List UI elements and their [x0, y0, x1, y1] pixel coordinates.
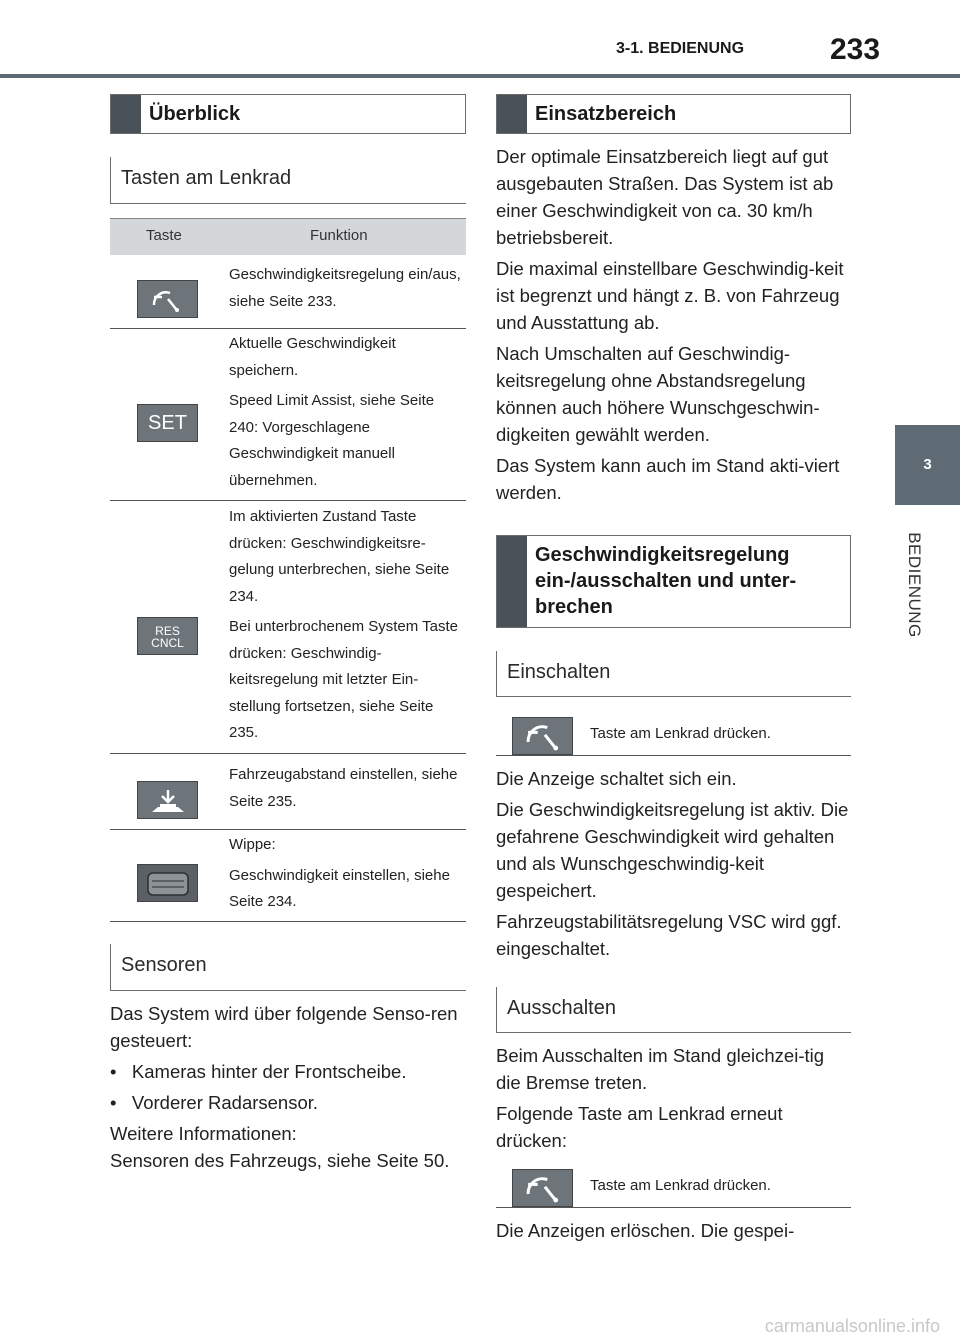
- ausschalten-text: Beim Ausschalten im Stand gleichzei-tig die Bremse treten. Folgende Taste am Lenkrad erneut drücken:: [496, 1045, 825, 1151]
- row-divider: [110, 328, 466, 329]
- divider: [496, 755, 851, 756]
- cruise-icon: [148, 285, 188, 315]
- set-button[interactable]: SET: [137, 404, 198, 442]
- rocker-icon: [143, 869, 193, 899]
- chapter-label: BEDIENUNG: [905, 532, 924, 638]
- divider: [496, 1207, 851, 1208]
- distance-icon: [146, 786, 190, 816]
- row-divider: [110, 829, 466, 830]
- row5-text: Wippe: Geschwindigkeit einstellen, siehe Seite 234.: [229, 836, 450, 910]
- cruise-control-button[interactable]: [137, 280, 198, 318]
- subheading-sensoren: Sensoren: [110, 944, 466, 991]
- row2-text: Aktuelle Geschwindigkeit speichern. Speed Limit Assist, siehe Seite 240: Vorgeschlagene Geschwindigkeit manuell übernehmen.: [229, 335, 435, 489]
- col-funktion: Funktion: [310, 227, 368, 244]
- heading-einsatzbereich: Einsatzbereich: [496, 94, 851, 134]
- row1-text: Geschwindigkeitsregelung ein/aus, siehe Seite 233.: [229, 266, 461, 310]
- res-cncl-button[interactable]: RES CNCL: [137, 617, 198, 655]
- chapter-tab[interactable]: 3: [895, 425, 960, 505]
- row-divider: [110, 500, 466, 501]
- row-divider: [110, 921, 466, 922]
- subheading-ausschalten: Ausschalten: [496, 987, 851, 1033]
- row3-text: Im aktivierten Zustand Taste drücken: Geschwindigkeitsre-gelung unterbrechen, siehe Seite 234. Bei unterbrochenem System Taste drücken: Geschwindig-keitsregelung mit letzter Ein-stellung fortsetzen, siehe Seite 235.: [229, 508, 459, 741]
- bullet-item: • Vorderer Radarsensor.: [110, 1092, 319, 1113]
- watermark: carmanualsonline.info: [764, 1316, 940, 1336]
- distance-button[interactable]: [137, 781, 198, 819]
- subheading-einschalten: Einschalten: [496, 651, 851, 697]
- row-divider: [110, 753, 466, 754]
- einsatz-text: Der optimale Einsatzbereich liegt auf gut ausgebauten Straßen. Das System ist ab einer Geschwindigkeit von ca. 30 km/h betriebsbereit. Die maximal einstellbare Geschwindig-keit ist begrenzt und hängt z. B. von Fahrzeug und Ausstattung ab. Nach Umschalten auf Geschwindig-keitsregelung ohne Abstandsregelung können auch höhere Wunschgeschwin-digkeiten gewählt werden. Das System kann auch im Stand akti-viert werden.: [496, 146, 844, 503]
- heading-ein-aus: Geschwindigkeitsregelung ein-/ausschalten und unter-brechen: [496, 535, 851, 628]
- bullet-item: • Kameras hinter der Frontscheibe.: [110, 1061, 407, 1082]
- einschalten-text: Die Anzeige schaltet sich ein. Die Geschwindigkeitsregelung ist aktiv. Die gefahrene Geschwindigkeit wird gehalten und als Wunschgeschwindig-keit gespeichert. Fahrzeugstabilitätsregelung VSC wird ggf. eingeschaltet.: [496, 768, 849, 959]
- header-rule: [0, 74, 960, 78]
- row4-text: Fahrzeugabstand einstellen, siehe Seite 235.: [229, 766, 458, 810]
- col-taste: Taste: [146, 227, 182, 244]
- cruise-icon: [513, 1170, 572, 1206]
- off-caption: Taste am Lenkrad drücken.: [590, 1177, 771, 1194]
- sensor-text: Das System wird über folgende Senso-ren gesteuert: • Kameras hinter der Frontscheibe. • Vorderer Radarsensor. Weitere Informationen: Sensoren des Fahrzeugs, siehe Seite 50.: [110, 1000, 466, 1178]
- cruise-off-button[interactable]: [512, 1169, 573, 1207]
- table-header: [110, 218, 466, 255]
- section-title: 3-1. BEDIENUNG: [616, 40, 745, 57]
- cruise-icon: [513, 718, 572, 754]
- sensor-link[interactable]: Sensoren des Fahrzeugs, siehe Seite 50.: [110, 1150, 450, 1171]
- last-text: Die Anzeigen erlöschen. Die gespei-: [496, 1220, 795, 1241]
- rocker-switch[interactable]: [137, 864, 198, 902]
- heading-ueberblick: Überblick: [110, 94, 466, 134]
- page-number: 233: [830, 33, 881, 66]
- subheading-tasten: Tasten am Lenkrad: [110, 157, 466, 204]
- cruise-on-button[interactable]: [512, 717, 573, 755]
- on-caption: Taste am Lenkrad drücken.: [590, 725, 771, 742]
